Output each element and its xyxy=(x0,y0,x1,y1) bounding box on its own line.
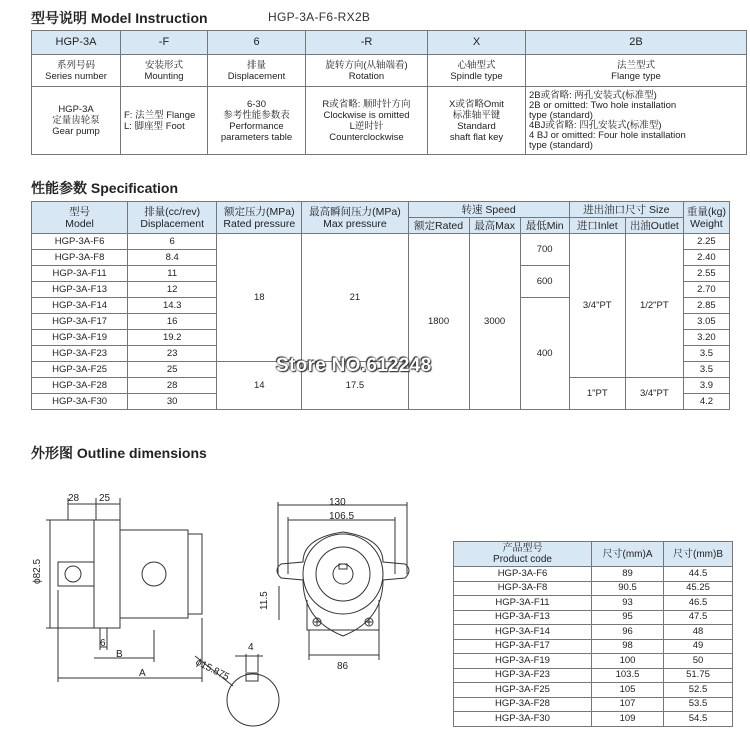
model-cell: HGP-3A-F11 xyxy=(32,266,128,282)
displacement-cell: 16 xyxy=(128,314,217,330)
dim-phi-15-875: ϕ15.875 xyxy=(193,656,231,684)
size-a-cell: 109 xyxy=(592,712,664,727)
model-instruction-title: 型号说明 Model Instruction xyxy=(31,10,208,26)
dim-4: 4 xyxy=(248,642,254,653)
product-code-cell: HGP-3A-F23 xyxy=(454,668,592,683)
model-cell: HGP-3A-F28 xyxy=(32,378,128,394)
inlet-cell: 3/4"PT xyxy=(569,234,625,378)
hdr-displacement: 排量(cc/rev) Displacement xyxy=(128,202,217,234)
hdr-max-pressure: 最高瞬间压力(MPa) Max pressure xyxy=(302,202,408,234)
weight-cell: 3.05 xyxy=(683,314,729,330)
desc-rotation: R或省略: 顺时针方向 Clockwise is omitted L逆时针 Counterclockwise xyxy=(306,87,428,155)
model-cell: HGP-3A-F13 xyxy=(32,282,128,298)
table-row xyxy=(454,610,733,625)
hdr-speed: 转速 Speed xyxy=(408,202,569,218)
rated-pressure-cell: 18 xyxy=(217,234,302,362)
model-cell: HGP-3A-F19 xyxy=(32,330,128,346)
store-watermark: Store NO.612248 xyxy=(276,355,432,376)
model-instruction-table xyxy=(31,30,747,155)
weight-cell: 3.5 xyxy=(683,362,729,378)
specification-table xyxy=(31,201,730,410)
hdr-product-code: 产品型号 Product code xyxy=(454,542,592,567)
label-mounting: 安装形式 Mounting xyxy=(121,55,208,87)
table-row xyxy=(454,654,733,669)
size-b-cell: 47.5 xyxy=(664,610,733,625)
outlet-cell: 3/4"PT xyxy=(625,378,683,410)
hdr-speed-max: 最高Max xyxy=(469,218,520,234)
speed-min-cell: 600 xyxy=(520,266,569,298)
dim-a: A xyxy=(139,668,146,679)
desc-spindle: X或省略Omit 标准轴平键 Standard shaft flat key xyxy=(428,87,526,155)
size-a-cell: 107 xyxy=(592,697,664,712)
size-a-cell: 95 xyxy=(592,610,664,625)
size-a-cell: 103.5 xyxy=(592,668,664,683)
product-code-cell: HGP-3A-F6 xyxy=(454,567,592,582)
size-b-cell: 49 xyxy=(664,639,733,654)
size-a-cell: 93 xyxy=(592,596,664,611)
displacement-cell: 14.3 xyxy=(128,298,217,314)
weight-cell: 2.40 xyxy=(683,250,729,266)
model-cell: HGP-3A-F14 xyxy=(32,298,128,314)
product-code-cell: HGP-3A-F19 xyxy=(454,654,592,669)
weight-cell: 4.2 xyxy=(683,394,729,410)
outlet-cell: 1/2"PT xyxy=(625,234,683,378)
code-flange: 2B xyxy=(526,31,747,55)
product-dimension-table xyxy=(453,541,733,727)
product-code-cell: HGP-3A-F8 xyxy=(454,581,592,596)
model-cell: HGP-3A-F25 xyxy=(32,362,128,378)
hdr-speed-min: 最低Min xyxy=(520,218,569,234)
desc-row xyxy=(32,87,747,155)
max-pressure-cell: 21 xyxy=(302,234,408,362)
speed-max-cell: 3000 xyxy=(469,234,520,410)
max-pressure-cell: 17.5 xyxy=(302,362,408,410)
displacement-cell: 8.4 xyxy=(128,250,217,266)
product-code-cell: HGP-3A-F25 xyxy=(454,683,592,698)
model-cell: HGP-3A-F6 xyxy=(32,234,128,250)
product-code-cell: HGP-3A-F13 xyxy=(454,610,592,625)
code-series: HGP-3A xyxy=(32,31,121,55)
size-a-cell: 96 xyxy=(592,625,664,640)
product-code-cell: HGP-3A-F11 xyxy=(454,596,592,611)
model-code: HGP-3A-F6-RX2B xyxy=(268,10,371,24)
code-row xyxy=(32,31,747,55)
dim-b: B xyxy=(116,649,123,660)
dim-6: 6 xyxy=(100,638,106,649)
table-row xyxy=(32,234,730,250)
product-code-cell: HGP-3A-F30 xyxy=(454,712,592,727)
hdr-size-a: 尺寸(mm)A xyxy=(592,542,664,567)
table-row xyxy=(454,581,733,596)
size-b-cell: 45.25 xyxy=(664,581,733,596)
hdr-inlet: 进口Inlet xyxy=(569,218,625,234)
hdr-size-b: 尺寸(mm)B xyxy=(664,542,733,567)
weight-cell: 2.55 xyxy=(683,266,729,282)
speed-rated-cell: 1800 xyxy=(408,234,469,410)
product-header-row xyxy=(454,542,733,567)
size-b-cell: 44.5 xyxy=(664,567,733,582)
product-code-cell: HGP-3A-F14 xyxy=(454,625,592,640)
size-b-cell: 54.5 xyxy=(664,712,733,727)
label-displacement: 排量 Displacement xyxy=(208,55,306,87)
table-row xyxy=(454,683,733,698)
desc-mounting: F: 法兰型 Flange L: 脚座型 Foot xyxy=(121,87,208,155)
hdr-rated-pressure: 额定压力(MPa) Rated pressure xyxy=(217,202,302,234)
code-mounting: -F xyxy=(121,31,208,55)
weight-cell: 2.85 xyxy=(683,298,729,314)
displacement-cell: 25 xyxy=(128,362,217,378)
front-view-drawing xyxy=(255,490,435,680)
code-spindle: X xyxy=(428,31,526,55)
displacement-cell: 12 xyxy=(128,282,217,298)
hdr-speed-rated: 额定Rated xyxy=(408,218,469,234)
displacement-cell: 6 xyxy=(128,234,217,250)
table-row xyxy=(454,697,733,712)
code-rotation: -R xyxy=(306,31,428,55)
speed-min-cell: 400 xyxy=(520,298,569,410)
weight-cell: 2.70 xyxy=(683,282,729,298)
table-row xyxy=(454,625,733,640)
rated-pressure-cell: 14 xyxy=(217,362,302,410)
table-row xyxy=(454,668,733,683)
hdr-weight: 重量(kg) Weight xyxy=(683,202,729,234)
size-b-cell: 52.5 xyxy=(664,683,733,698)
dim-phi-82-5: ϕ82.5 xyxy=(32,558,43,584)
table-row xyxy=(454,639,733,654)
code-displacement: 6 xyxy=(208,31,306,55)
specification-title: 性能参数 Specification xyxy=(31,180,179,196)
model-cell: HGP-3A-F23 xyxy=(32,346,128,362)
label-flange: 法兰型式 Flange type xyxy=(526,55,747,87)
size-a-cell: 89 xyxy=(592,567,664,582)
speed-min-cell: 700 xyxy=(520,234,569,266)
displacement-cell: 19.2 xyxy=(128,330,217,346)
size-a-cell: 90.5 xyxy=(592,581,664,596)
weight-cell: 3.20 xyxy=(683,330,729,346)
size-b-cell: 50 xyxy=(664,654,733,669)
size-a-cell: 105 xyxy=(592,683,664,698)
dim-28: 28 xyxy=(68,493,80,504)
table-row xyxy=(454,567,733,582)
size-a-cell: 98 xyxy=(592,639,664,654)
desc-displacement: 6-30 参考性能参数表 Performance parameters table xyxy=(208,87,306,155)
hdr-port-size: 进出油口尺寸 Size xyxy=(569,202,683,218)
desc-series: HGP-3A 定量齿轮泵 Gear pump xyxy=(32,87,121,155)
hdr-outlet: 出油Outlet xyxy=(625,218,683,234)
dim-106-5: 106.5 xyxy=(329,511,355,522)
product-code-cell: HGP-3A-F28 xyxy=(454,697,592,712)
table-row xyxy=(454,712,733,727)
label-spindle: 心轴型式 Spindle type xyxy=(428,55,526,87)
label-series: 系列号码 Series number xyxy=(32,55,121,87)
size-b-cell: 46.5 xyxy=(664,596,733,611)
model-cell: HGP-3A-F30 xyxy=(32,394,128,410)
size-b-cell: 48 xyxy=(664,625,733,640)
label-row xyxy=(32,55,747,87)
displacement-cell: 28 xyxy=(128,378,217,394)
desc-flange: 2B或省略: 两孔安装式(标准型) 2B or omitted: Two hole installation type (standard) 4BJ或省略: 四孔安装式(标准型) 4 BJ or omitted: Four hole installation type (standard) xyxy=(526,87,747,155)
label-rotation: 旋转方向(从轴端看) Rotation xyxy=(306,55,428,87)
hdr-model: 型号 Model xyxy=(32,202,128,234)
inlet-cell: 1"PT xyxy=(569,378,625,410)
table-row xyxy=(454,596,733,611)
dim-86: 86 xyxy=(337,661,349,672)
product-code-cell: HGP-3A-F17 xyxy=(454,639,592,654)
size-a-cell: 100 xyxy=(592,654,664,669)
dim-130: 130 xyxy=(329,497,346,508)
displacement-cell: 23 xyxy=(128,346,217,362)
displacement-cell: 11 xyxy=(128,266,217,282)
model-cell: HGP-3A-F17 xyxy=(32,314,128,330)
spec-header-row-1 xyxy=(32,202,730,218)
size-b-cell: 53.5 xyxy=(664,697,733,712)
weight-cell: 3.9 xyxy=(683,378,729,394)
model-cell: HGP-3A-F8 xyxy=(32,250,128,266)
dim-25: 25 xyxy=(99,493,111,504)
displacement-cell: 30 xyxy=(128,394,217,410)
size-b-cell: 51.75 xyxy=(664,668,733,683)
dim-11-5: 11.5 xyxy=(259,591,270,610)
weight-cell: 3.5 xyxy=(683,346,729,362)
weight-cell: 2.25 xyxy=(683,234,729,250)
outline-title: 外形图 Outline dimensions xyxy=(31,445,207,461)
